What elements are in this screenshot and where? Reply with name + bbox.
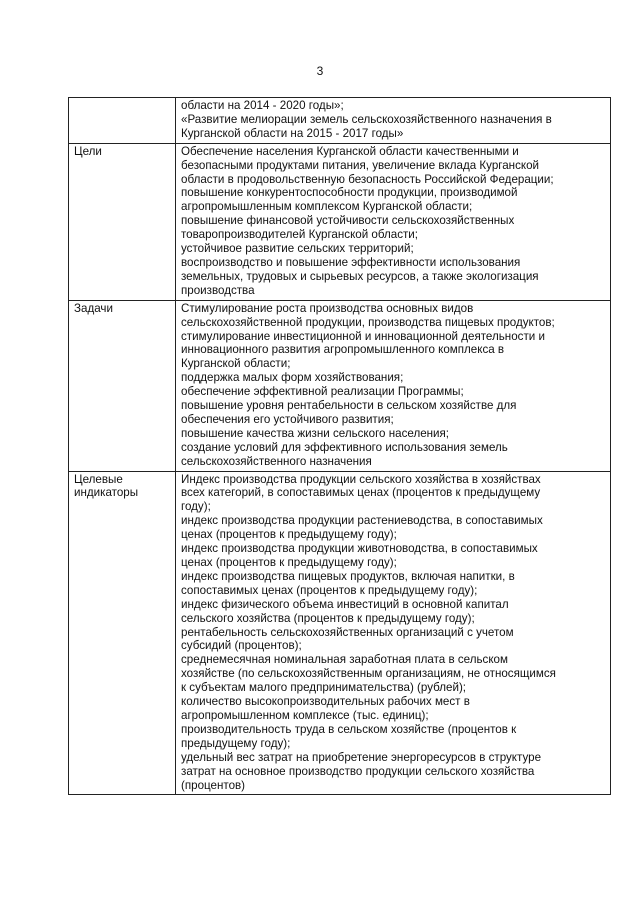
row-content-line: рентабельность сельскохозяйственных организаций с учетом (181, 625, 514, 639)
row-content-line: затрат на основное производство продукции сельского хозяйства (181, 764, 535, 778)
row-content-line: среднемесячная номинальная заработная плата в сельском (181, 653, 508, 667)
row-content-line: индекс физического объема инвестиций в основной капитал (181, 597, 509, 611)
row-content-line: земельных, трудовых и сырьевых ресурсов, а также экологизация (181, 269, 539, 283)
row-content-line: ценах (процентов к предыдущему году); (181, 556, 397, 569)
table-row (69, 300, 611, 471)
row-content-line: сельскохозяйственной продукции, производства пищевых продуктов; (181, 315, 555, 329)
row-content-line: количество высокопроизводительных рабочих мест в (181, 695, 470, 709)
row-content-line: повышение конкурентоспособности продукции, производимой (181, 186, 518, 200)
row-content-cell (176, 471, 611, 795)
row-content-line: товаропроизводителей Курганской области; (181, 228, 419, 242)
row-content-line: создание условий для эффективного использования земель (181, 440, 508, 454)
row-label-cell (69, 300, 176, 471)
row-label-line: Цели (74, 144, 102, 158)
row-content-line: (процентов) (181, 778, 246, 792)
row-content-line: сельскохозяйственного назначения (181, 454, 372, 468)
row-content-line: повышение качества жизни сельского населения; (181, 426, 450, 440)
row-content-line: сопоставимых ценах (процентов к предыдущему году); (181, 583, 478, 597)
row-content-line: к субъектам малого предпринимательства) (рублей); (181, 681, 467, 695)
row-content-line: воспроизводство и повышение эффективности использования (181, 255, 521, 269)
row-label-line: Целевые (74, 472, 123, 486)
row-label-line: индикаторы (74, 486, 139, 500)
row-content-line: хозяйстве (по сельскохозяйственным организациям, не относящимся (181, 667, 556, 681)
row-content-line: Стимулирование роста производства основных видов (181, 301, 474, 315)
row-content-line: поддержка малых форм хозяйствования; (181, 371, 404, 385)
row-content-line: «Развитие мелиорации земель сельскохозяйственного назначения в (181, 112, 552, 126)
row-content-line: обеспечение эффективной реализации Программы; (181, 385, 464, 399)
row-content-line: предыдущему году); (181, 736, 291, 750)
row-content-line: области на 2014 - 2020 годы»; (181, 99, 344, 112)
table-row (69, 98, 611, 144)
row-content-line: субсидий (процентов); (181, 639, 302, 653)
row-content-line: обеспечения его устойчивого развития; (181, 412, 394, 426)
row-content-line: инновационного развития агропромышленного комплекса в (181, 343, 505, 357)
row-content-line: производительность труда в сельском хозяйстве (процентов к (181, 722, 517, 736)
row-label-line: Задачи (74, 301, 113, 315)
row-content-line: сельского хозяйства (процентов к предыдущему году); (181, 611, 475, 625)
row-content-line: году); (181, 500, 211, 514)
row-content-line: индекс производства продукции растениеводства, в сопоставимых (181, 514, 543, 528)
row-content-line: индекс производства пищевых продуктов, включая напитки, в (181, 569, 515, 583)
table-row (69, 143, 611, 300)
row-content-line: индекс производства продукции животноводства, в сопоставимых (181, 542, 538, 556)
row-label-cell (69, 98, 176, 144)
row-content-cell (176, 143, 611, 300)
table-row (69, 471, 611, 795)
row-content-line: агропромышленным комплексом Курганской области; (181, 200, 473, 214)
page-number: 3 (316, 64, 324, 78)
row-content-line: Курганской области; (181, 357, 291, 371)
row-content-line: безопасными продуктами питания, увеличение вклада Курганской (181, 158, 540, 172)
row-content-cell (176, 300, 611, 471)
row-content-line: агропромышленном комплексе (тыс. единиц); (181, 708, 429, 722)
row-content-line: повышение уровня рентабельности в сельском хозяйстве для (181, 399, 517, 413)
row-content-line: Курганской области на 2015 - 2017 годы» (181, 126, 404, 140)
row-content-line: стимулирование инвестиционной и инновационной деятельности и (181, 329, 545, 343)
row-content-line: удельный вес затрат на приобретение энергоресурсов в структуре (181, 750, 542, 764)
row-content-line: ценах (процентов к предыдущему году); (181, 528, 397, 542)
row-content-line: области в продовольственную безопасность Российской Федерации; (181, 172, 554, 186)
row-content-line: повышение финансовой устойчивости сельскохозяйственных (181, 214, 515, 228)
table-body (69, 98, 611, 795)
row-content-line: производства (181, 283, 255, 297)
row-content-cell (176, 98, 611, 144)
row-content-line: Индекс производства продукции сельского хозяйства в хозяйствах (181, 472, 541, 486)
program-passport-table (68, 97, 611, 795)
row-content-line: всех категорий, в сопоставимых ценах (процентов к предыдущему (181, 486, 541, 500)
row-content-line: Обеспечение населения Курганской области качественными и (181, 144, 519, 158)
row-label-cell (69, 143, 176, 300)
row-label-cell (69, 471, 176, 795)
row-content-line: устойчивое развитие сельских территорий; (181, 242, 414, 256)
